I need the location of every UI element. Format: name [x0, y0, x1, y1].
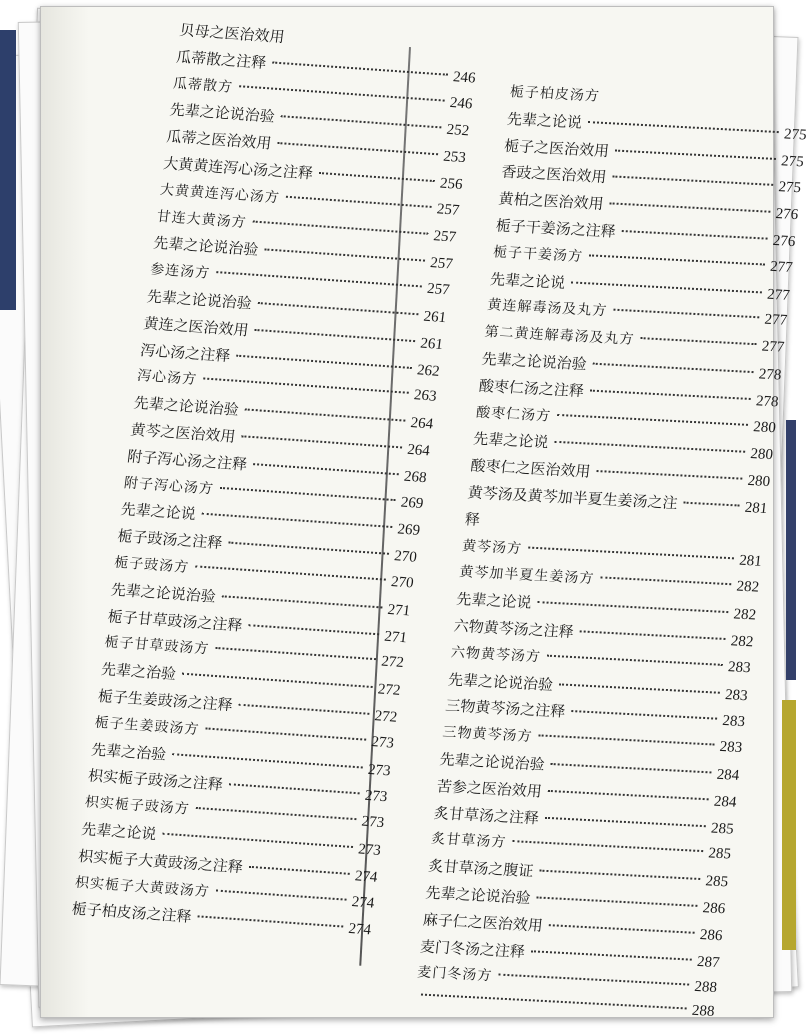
toc-entry-page-number: 278: [755, 393, 780, 411]
toc-entry-page-number: 274: [354, 867, 379, 886]
dot-leader: [277, 142, 437, 155]
toc-entry-page-number: 261: [419, 335, 444, 353]
toc-entry-page-number: 287: [696, 953, 721, 971]
toc-entry-title: 麻子仁之医治效用: [421, 910, 544, 935]
toc-entry-title: 先辈之论说治验: [152, 234, 260, 260]
toc-entry-title: 枳实栀子大黄豉汤之注释: [77, 846, 244, 877]
toc-entry-title: 附子泻心汤方: [123, 474, 215, 497]
dot-leader: [615, 149, 775, 159]
toc-entry-title: 香豉之医治效用: [500, 163, 608, 187]
dot-leader: [622, 230, 767, 240]
toc-entry-title: 释: [464, 509, 481, 529]
toc-entry-title: 栀子生姜豉汤方: [93, 714, 201, 738]
dot-leader: [281, 116, 441, 129]
toc-page: [40, 6, 808, 1020]
toc-entry-title: 枳实栀子豉汤方: [83, 794, 191, 818]
toc-entry-page-number: 246: [448, 94, 474, 113]
toc-entry-page-number: 274: [347, 921, 372, 939]
dot-leader: [498, 974, 688, 986]
toc-entry-page-number: 271: [386, 601, 412, 620]
toc-entry-page-number: 257: [435, 201, 461, 219]
toc-entry-page-number: 273: [370, 733, 395, 752]
dot-leader: [512, 840, 702, 852]
toc-entry-title: 黄芩汤及黄芩加半夏生姜汤之注: [466, 483, 679, 513]
toc-entry-title: 先辈之论说治验: [168, 100, 276, 127]
toc-entry-page-number: 274: [350, 893, 376, 912]
dot-leader: [593, 363, 753, 373]
toc-entry-page-number: 253: [442, 148, 467, 167]
toc-entry-title: 炙甘草汤之注释: [433, 803, 540, 827]
dot-leader: [286, 196, 431, 208]
dot-leader: [539, 734, 714, 745]
toc-entry-title: 先辈之论说: [506, 109, 583, 132]
toc-entry-title: 参连汤方: [149, 261, 212, 282]
dot-leader: [571, 710, 716, 720]
dot-leader: [528, 546, 733, 559]
dot-leader: [253, 220, 428, 234]
toc-entry-title: 泻心汤方: [136, 368, 198, 389]
toc-column-right: [413, 81, 811, 1031]
toc-entry-title: 先辈之论说治验: [438, 750, 546, 774]
toc-entry-page-number: 280: [752, 418, 777, 436]
toc-entry-page-number: 286: [699, 926, 724, 944]
toc-entry-title: 麦门冬汤之注释: [419, 936, 526, 961]
dot-leader: [236, 354, 411, 368]
dot-leader: [557, 413, 747, 425]
toc-entry-page-number: 283: [724, 686, 749, 704]
toc-entry-page-number: 283: [727, 658, 752, 677]
toc-entry-title: 瓜蒂散方: [172, 75, 234, 96]
toc-entry-page-number: 286: [701, 900, 727, 918]
toc-entry-title: 泻心汤之注释: [139, 340, 232, 365]
dot-leader: [202, 513, 392, 528]
toc-entry-page-number: 278: [757, 366, 783, 384]
toc-entry-page-number: 277: [760, 338, 786, 356]
toc-entry-title: 栀子豉汤之注释: [116, 527, 224, 553]
toc-entry-page-number: 282: [732, 606, 757, 624]
toc-entry-page-number: 273: [357, 841, 382, 859]
dot-leader: [215, 647, 375, 660]
toc-entry-page-number: 270: [393, 548, 418, 566]
dot-leader: [554, 441, 744, 453]
dot-leader: [216, 889, 346, 900]
toc-entry-title: 六物黄芩汤方: [450, 644, 542, 666]
dot-leader: [182, 673, 372, 688]
toc-entry-title: 先辈之论说: [489, 269, 567, 292]
toc-entry-page-number: 257: [429, 255, 454, 273]
toc-entry-page-number: 277: [769, 258, 794, 276]
dot-leader: [588, 121, 778, 133]
dot-leader: [228, 542, 388, 555]
toc-entry-page-number: 276: [772, 232, 797, 251]
toc-entry-page-number: 277: [763, 312, 788, 330]
toc-entry-page-number: 285: [710, 820, 735, 838]
toc-entry-page-number: 288: [691, 1002, 716, 1020]
toc-entry-title: 栀子柏皮汤之注释: [70, 899, 193, 927]
toc-entry-page-number: 257: [432, 227, 458, 246]
dot-leader: [547, 654, 722, 665]
dot-leader: [589, 254, 764, 265]
dot-leader: [197, 916, 342, 928]
toc-entry-title: 酸枣仁汤之注释: [478, 376, 585, 400]
toc-entry-page-number: 261: [422, 308, 448, 327]
toc-entry-title: 黄连解毒汤及丸方: [486, 297, 609, 320]
toc-entry-title: 栀子之医治效用: [503, 136, 611, 160]
toc-entry-page-number: 275: [777, 179, 802, 197]
dot-leader: [613, 309, 759, 319]
toc-entry-title: 黄芩汤方: [461, 537, 523, 557]
toc-entry-page-number: 285: [707, 845, 732, 863]
dot-leader: [571, 281, 761, 293]
toc-entry-title: 先辈之论说治验: [447, 670, 554, 694]
book-cover-edge: [0, 30, 16, 310]
toc-entry-page-number: 269: [399, 494, 425, 512]
toc-entry-title: 瓜蒂散之注释: [175, 47, 268, 72]
dot-leader: [612, 176, 772, 186]
book-cover-edge-right: [786, 420, 796, 680]
dot-leader: [253, 463, 398, 475]
dot-leader: [205, 727, 365, 740]
dot-leader: [264, 249, 424, 262]
toc-entry-title: 栀子干姜汤方: [492, 244, 584, 265]
toc-entry-title: 黄芩加半夏生姜汤方: [458, 564, 596, 588]
toc-entry-title: 三物黄芩汤方: [441, 724, 534, 746]
toc-entry-title: 附子泻心汤之注释: [126, 447, 249, 474]
toc-entry-page-number: 263: [412, 387, 438, 406]
book-cover-edge-yellow: [782, 700, 796, 950]
toc-entry-title: 枳实栀子豉汤之注释: [86, 766, 224, 795]
toc-entry-page-number: 252: [445, 122, 470, 140]
dot-leader: [596, 470, 741, 480]
toc-entry-title: 甘连大黄汤方: [155, 208, 248, 231]
dot-leader: [609, 203, 769, 213]
dot-leader: [254, 329, 414, 342]
toc-entry-page-number: 270: [390, 574, 415, 592]
dot-leader: [539, 870, 699, 880]
dot-leader: [196, 807, 356, 820]
toc-entry-title: 大黄黄连泻心汤之注释: [162, 154, 315, 183]
toc-entry-page-number: 273: [360, 813, 386, 832]
dot-leader: [241, 435, 401, 448]
toc-entry-title: 大黄黄连泻心汤方: [159, 181, 281, 207]
toc-column-left: [70, 19, 480, 945]
toc-entry-title: 栀子甘草豉汤之注释: [106, 606, 244, 635]
toc-entry-title: 麦门冬汤方: [416, 964, 494, 985]
toc-entry-page-number: 288: [693, 979, 718, 997]
toc-entry-page-number: 281: [738, 552, 763, 570]
toc-entry-page-number: 277: [766, 286, 791, 304]
toc-entry-title: 第二黄连解毒汤及丸方: [483, 324, 636, 348]
toc-entry-page-number: 262: [416, 361, 441, 380]
toc-entry-title: 酸枣仁之医治效用: [469, 456, 592, 481]
toc-entry-title: 瓜蒂之医治效用: [165, 127, 273, 153]
toc-entry-title: 栀子柏皮汤方: [509, 83, 601, 105]
dot-leader: [683, 502, 739, 507]
toc-entry-page-number: 272: [380, 653, 405, 672]
toc-entry-title: 酸枣仁汤方: [475, 404, 552, 425]
toc-entry-title: 六物黄芩汤之注释: [452, 616, 575, 641]
toc-entry-title: 三物黄芩汤之注释: [444, 696, 567, 721]
toc-entry-page-number: 273: [367, 761, 392, 779]
dot-leader: [258, 302, 418, 315]
toc-entry-page-number: 284: [713, 793, 738, 811]
toc-entry-title: 苦参之医治效用: [435, 776, 543, 801]
toc-entry-page-number: 280: [749, 446, 774, 464]
toc-entry-title: 栀子干姜汤之注释: [494, 216, 617, 241]
dot-leader: [172, 753, 362, 768]
toc-entry-page-number: 269: [396, 521, 421, 540]
dot-leader: [162, 833, 352, 848]
toc-entry-title: 黄柏之医治效用: [497, 189, 605, 214]
dot-leader: [537, 896, 697, 906]
toc-entry-page-number: 246: [452, 68, 477, 87]
toc-entry-page-number: 283: [718, 738, 743, 757]
toc-entry-page-number: 257: [426, 281, 451, 299]
toc-entry-page-number: 273: [363, 788, 389, 806]
toc-entry-page-number: 280: [746, 473, 771, 491]
toc-entry-title: 炙甘草汤方: [430, 831, 508, 852]
toc-entry-page-number: 282: [735, 578, 760, 596]
toc-entry-title: 先辈之论说治验: [132, 393, 240, 420]
toc-entry-page-number: 272: [376, 681, 402, 700]
toc-entry-title: 先辈之论说治验: [145, 287, 253, 313]
dot-leader: [222, 595, 382, 608]
dot-leader: [537, 601, 727, 613]
toc-entry-title: 栀子豉汤方: [113, 554, 191, 576]
toc-entry-page-number: 271: [383, 628, 408, 646]
dot-leader: [559, 683, 719, 693]
toc-entry-page-number: 285: [704, 873, 729, 891]
dot-leader: [580, 630, 725, 640]
dot-leader: [220, 486, 395, 500]
dot-leader: [229, 784, 359, 795]
toc-entry-page-number: 272: [373, 708, 399, 726]
toc-entry-title: 先辈之论说治验: [480, 349, 588, 374]
dot-leader: [600, 577, 731, 586]
toc-entry-title: 黄连之医治效用: [142, 313, 250, 340]
toc-entry-title: 先辈之论说: [80, 819, 158, 844]
toc-entry-title: 先辈之治验: [100, 660, 178, 684]
dot-leader: [319, 172, 434, 182]
toc-entry-page-number: 283: [721, 713, 746, 731]
dot-leader: [248, 624, 378, 635]
toc-entry-page-number: 276: [774, 206, 799, 224]
dot-leader: [249, 866, 349, 875]
dot-leader: [545, 816, 705, 826]
toc-entry-page-number: 275: [780, 152, 805, 170]
toc-entry-page-number: 256: [439, 175, 464, 193]
dot-leader: [245, 409, 405, 422]
toc-entry-title: 枳实栀子大黄豉汤方: [74, 874, 211, 900]
toc-entry-page-number: 281: [743, 499, 769, 517]
dot-leader: [551, 763, 711, 773]
toc-entry-title: 先辈之论说治验: [424, 883, 532, 908]
toc-entry-page-number: 282: [729, 633, 755, 651]
toc-entry-title: 先辈之论说: [472, 429, 550, 452]
dot-leader: [272, 61, 447, 75]
dot-leader: [239, 704, 369, 715]
toc-entry-title: 栀子甘草豉汤方: [103, 634, 211, 658]
toc-entry-title: 先辈之论说治验: [109, 580, 217, 606]
toc-entry-title: 先辈之治验: [90, 740, 168, 764]
dot-leader: [640, 337, 756, 345]
dot-leader: [590, 389, 750, 399]
toc-entry-page-number: 275: [783, 126, 808, 144]
toc-entry-title: 贝母之医治效用: [178, 20, 286, 47]
dot-leader: [531, 950, 691, 960]
dot-leader: [549, 924, 694, 934]
toc-entry-title: 栀子生姜豉汤之注释: [96, 686, 234, 715]
toc-entry-title: 先辈之论说: [119, 500, 197, 524]
toc-entry-page-number: 264: [406, 441, 431, 460]
dot-leader: [195, 565, 385, 580]
toc-entry-title: 黄芩之医治效用: [129, 420, 237, 446]
dot-leader: [548, 790, 708, 800]
toc-entry-page-number: 264: [409, 415, 434, 433]
toc-entry-page-number: 268: [403, 468, 428, 486]
toc-entry-title: 炙甘草汤之腹证: [427, 856, 535, 881]
toc-entry-page-number: 284: [715, 766, 741, 784]
toc-entry-title: 先辈之论说: [455, 590, 533, 612]
